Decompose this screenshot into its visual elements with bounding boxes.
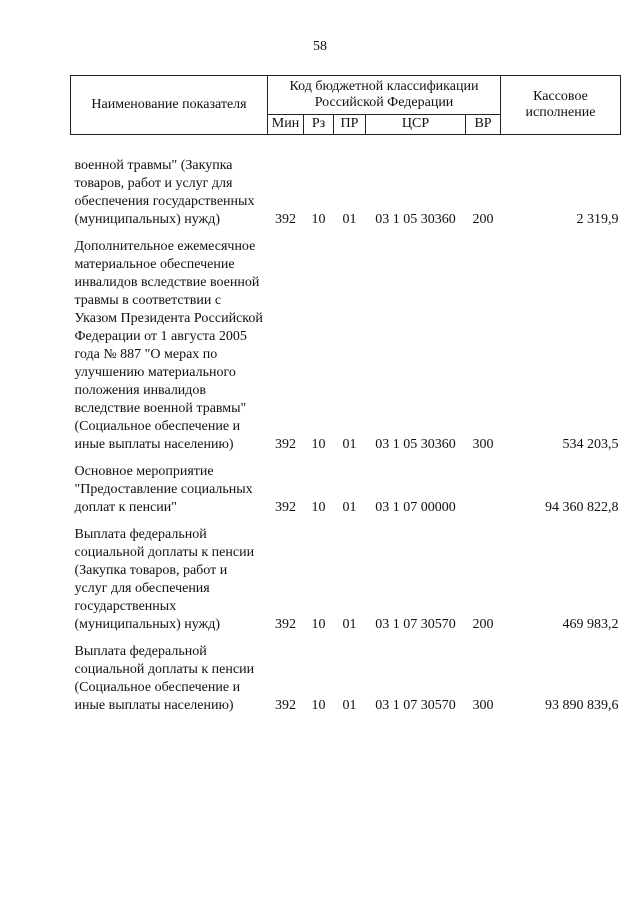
row-csr: 03 1 05 30360 xyxy=(375,437,456,452)
page-number: 58 xyxy=(313,39,327,54)
row-amount: 93 890 839,6 xyxy=(545,698,619,713)
row-pr: 01 xyxy=(342,500,357,515)
row-vr: 300 xyxy=(472,698,494,713)
row-min: 392 xyxy=(275,500,296,515)
row-rz: 10 xyxy=(311,437,326,452)
row-name: Выплата федеральной социальной доплаты к пенсии (Закупка товаров, работ и услуг для обеспечения государственных (муниципальных) нужд) xyxy=(74,527,255,632)
row-pr: 01 xyxy=(342,698,357,713)
row-csr: 03 1 07 30570 xyxy=(375,698,456,713)
header-code-group: Код бюджетной классификации Российской Федерации xyxy=(268,76,501,115)
row-vr: 200 xyxy=(472,617,494,632)
table-header xyxy=(71,76,621,135)
row-amount: 469 983,2 xyxy=(562,617,619,632)
row-pr: 01 xyxy=(342,617,357,632)
row-min: 392 xyxy=(275,437,296,452)
row-pr: 01 xyxy=(342,212,357,227)
row-csr: 03 1 07 00000 xyxy=(375,500,456,515)
row-pr: 01 xyxy=(342,437,357,452)
row-rz: 10 xyxy=(311,698,326,713)
row-rz: 10 xyxy=(311,212,326,227)
row-amount: 2 319,9 xyxy=(576,212,619,227)
header-csr: ЦСР xyxy=(366,114,466,134)
header-rz: Рз xyxy=(304,114,334,134)
table-row xyxy=(71,520,621,637)
row-vr: 200 xyxy=(472,212,494,227)
row-amount: 534 203,5 xyxy=(562,437,619,452)
header-name: Наименование показателя xyxy=(71,76,268,135)
row-name: Основное мероприятие "Предоставление социальных доплат к пенсии" xyxy=(74,464,253,515)
row-name: Дополнительное ежемесячное материальное обеспечение инвалидов вследствие военной травмы в соответствии с Указом Президента Российской Федерации от 1 августа 2005 года № 887 "О мерах по улучшению материального положения инвалидов вследствие военной травмы" (Социальное обеспечение и иные выплаты населению) xyxy=(74,239,263,452)
table-body xyxy=(71,135,621,719)
row-rz: 10 xyxy=(311,617,326,632)
row-min: 392 xyxy=(275,212,296,227)
table-row xyxy=(71,151,621,232)
header-min: Мин xyxy=(268,114,304,134)
row-name: Выплата федеральной социальной доплаты к пенсии (Социальное обеспечение и иные выплаты населению) xyxy=(74,644,255,713)
header-amount: Кассовое исполнение xyxy=(501,76,621,135)
table-row xyxy=(71,457,621,520)
row-min: 392 xyxy=(275,698,296,713)
row-csr: 03 1 07 30570 xyxy=(375,617,456,632)
header-vr: ВР xyxy=(466,114,501,134)
row-vr xyxy=(466,457,501,520)
row-min: 392 xyxy=(275,617,296,632)
table-row xyxy=(71,232,621,457)
row-csr: 03 1 05 30360 xyxy=(375,212,456,227)
row-amount: 94 360 822,8 xyxy=(545,500,619,515)
table-row xyxy=(71,637,621,718)
budget-table xyxy=(70,75,621,718)
row-name: военной травмы" (Закупка товаров, работ и услуг для обеспечения государственных (муниципальных) нужд) xyxy=(74,158,255,227)
header-pr: ПР xyxy=(334,114,366,134)
row-rz: 10 xyxy=(311,500,326,515)
row-vr: 300 xyxy=(472,437,494,452)
